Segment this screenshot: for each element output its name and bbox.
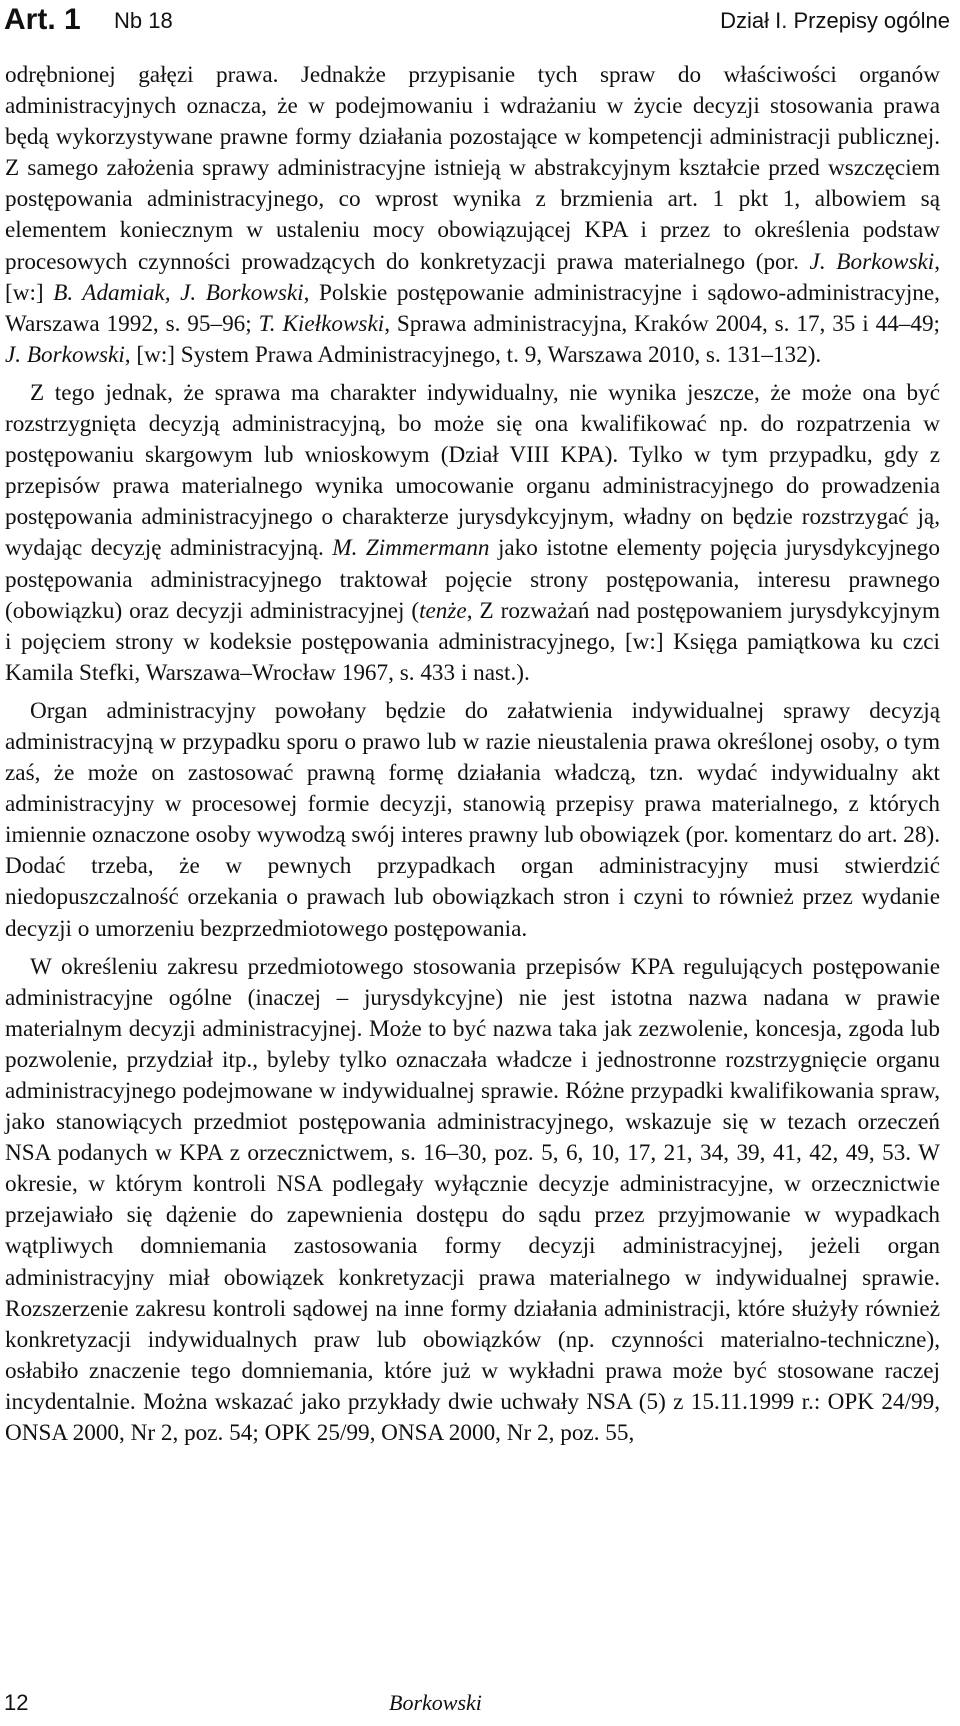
author-name: M. Zimmermann — [332, 535, 490, 562]
author-name: J. Borkowski — [809, 248, 935, 275]
text-run: , Sprawa administracyjna, Kraków 2004, s. 17, 35 i 44–49; — [384, 310, 941, 337]
page-number: 12 — [4, 1690, 29, 1715]
page-header — [4, 2, 950, 44]
paragraph-3: Organ administracyjny powołany będzie do załatwienia indywidualnej sprawy decyzją administracyjną w przypadku sporu o prawo lub w razie nieustalenia prawa określonej osoby, o tym zaś, że może on zastosować prawną formę działania władczą, tzn. wydać indywidualny akt administracyjny w procesowej formie decyzji, stanowią przepisy prawa materialnego, z których imiennie oznaczone osoby wywodzą swój interes prawny lub obowiązek (por. komentarz do art. 28). Dodać trzeba, że w pewnych przypadkach organ administracyjny musi stwierdzić niedopuszczalność orzekania o prawach lub obowiązkach stron i czyni to również przez wydanie decyzji o umorzeniu bezprzedmiotowego postępowania. — [5, 697, 940, 942]
paragraph-2 — [5, 378, 940, 689]
author-name: T. Kiełkowski — [258, 310, 385, 337]
page-footer — [4, 1688, 950, 1722]
text-run: odrębnionej gałęzi prawa. Jednakże przypisanie tych spraw do właściwości organów administracyjnych oznacza, że w podejmowaniu i wdrażaniu w życie decyzji stosowania prawa będą wykorzystywane prawne formy działania pozostające w kompetencji administracji publicznej. Z samego założenia sprawy administracyjne istnieją w abstrakcyjnym kształcie przed wszczęciem postępowania administracyjnego, co wprost wynika z brzmienia art. 1 pkt 1, albowiem są elementem koniecznym w ustaleniu mocy obowiązującej KPA i przez to określenia podstaw procesowych czynności prowadzących do konkretyzacji prawa materialnego (por. — [5, 62, 940, 275]
text-run: , Polskie postępowanie administracyjne i sądowo-administracyjne, Warszawa 1992, s. 95–96; — [5, 279, 940, 337]
body-text — [5, 60, 940, 1449]
paragraph-1 — [5, 60, 940, 371]
article-number: Art. 1 — [4, 3, 81, 36]
text-run: , [w:] — [5, 248, 940, 306]
section-title: Dział I. Przepisy ogólne — [720, 8, 950, 33]
text-run: Z tego jednak, że sprawa ma charakter indywidualny, nie wynika jeszcze, że może ona być rozstrzygnięta decyzją administracyjną, bo może się ona kwalifikować np. do rozpatrzenia w postępowaniu skargowym lub wnioskowym (Dział VIII KPA). Tylko w tym przypadku, gdy z przepisów prawa materialnego wynika umocowanie organu administracyjnego do prowadzenia postępowania administracyjnego o charakterze jurysdykcyjnym, władny on będzie rozstrzygać ją, wydając decyzję administracyjną. — [5, 379, 940, 562]
running-author: Borkowski — [389, 1690, 482, 1715]
text-run: , Z rozważań nad postępowaniem jurysdykcyjnym i pojęciem strony w kodeksie postępowania administracyjnego, [w:] Księga pamiątkowa ku czci Kamila Stefki, Warszawa–Wrocław 1967, s. 433 i nast.). — [5, 597, 940, 686]
author-name: J. Borkowski — [5, 341, 125, 368]
author-name: B. Adamiak, J. Borkowski — [53, 279, 304, 306]
text-run: , [w:] System Prawa Administracyjnego, t. 9, Warszawa 2010, s. 131–132). — [124, 341, 822, 368]
paragraph-4: W określeniu zakresu przedmiotowego stosowania przepisów KPA regulujących postępowanie administracyjne ogólne (inaczej – jurysdykcyjne) nie jest istotna nazwa nadana w prawie materialnym decyzji administracyjnej. Może to być nazwa taka jak zezwolenie, koncesja, zgoda lub pozwolenie, przydział itp., byleby tylko oznaczała władcze i jednostronne rozstrzygnięcie organu administracyjnego podejmowane w indywidualnej sprawie. Różne przypadki kwalifikowania spraw, jako stanowiących przedmiot postępowania administracyjnego, wskazuje się w tezach orzeczeń NSA podanych w KPA z orzecznictwem, s. 16–30, poz. 5, 6, 10, 17, 21, 34, 39, 41, 42, 49, 53. W okresie, w którym kontroli NSA podlegały wyłącznie decyzje administracyjne, w orzecznictwie przejawiało się dążenie do zapewnienia dostępu do sądu przez przyjmowanie w wypadkach wątpliwych domniemania zastosowania formy decyzji administracyjnej, jeżeli organ administracyjny miał obowiązek konkretyzacji prawa materialnego w indywidualnej sprawie. Rozszerzenie zakresu kontroli sądowej na inne formy działania administracji, które służyły również konkretyzacji indywidualnych praw lub obowiązków (np. czynności materialno-techniczne), osłabiło znaczenie tego domniemania, które już w wykładni prawa może być stosowane raczej incydentalnie. Można wskazać jako przykłady dwie uchwały NSA (5) z 15.11.1999 r.: OPK 24/99, ONSA 2000, Nr 2, poz. 54; OPK 25/99, ONSA 2000, Nr 2, poz. 55, — [5, 953, 940, 1447]
author-name: tenże — [419, 597, 467, 624]
marginal-number: Nb 18 — [114, 8, 173, 33]
text-run: jako istotne elementy pojęcia jurysdykcyjnego postępowania administracyjnego traktował pojęcie strony postępowania, interesu prawnego (obowiązku) oraz decyzji administracyjnej ( — [5, 535, 940, 624]
